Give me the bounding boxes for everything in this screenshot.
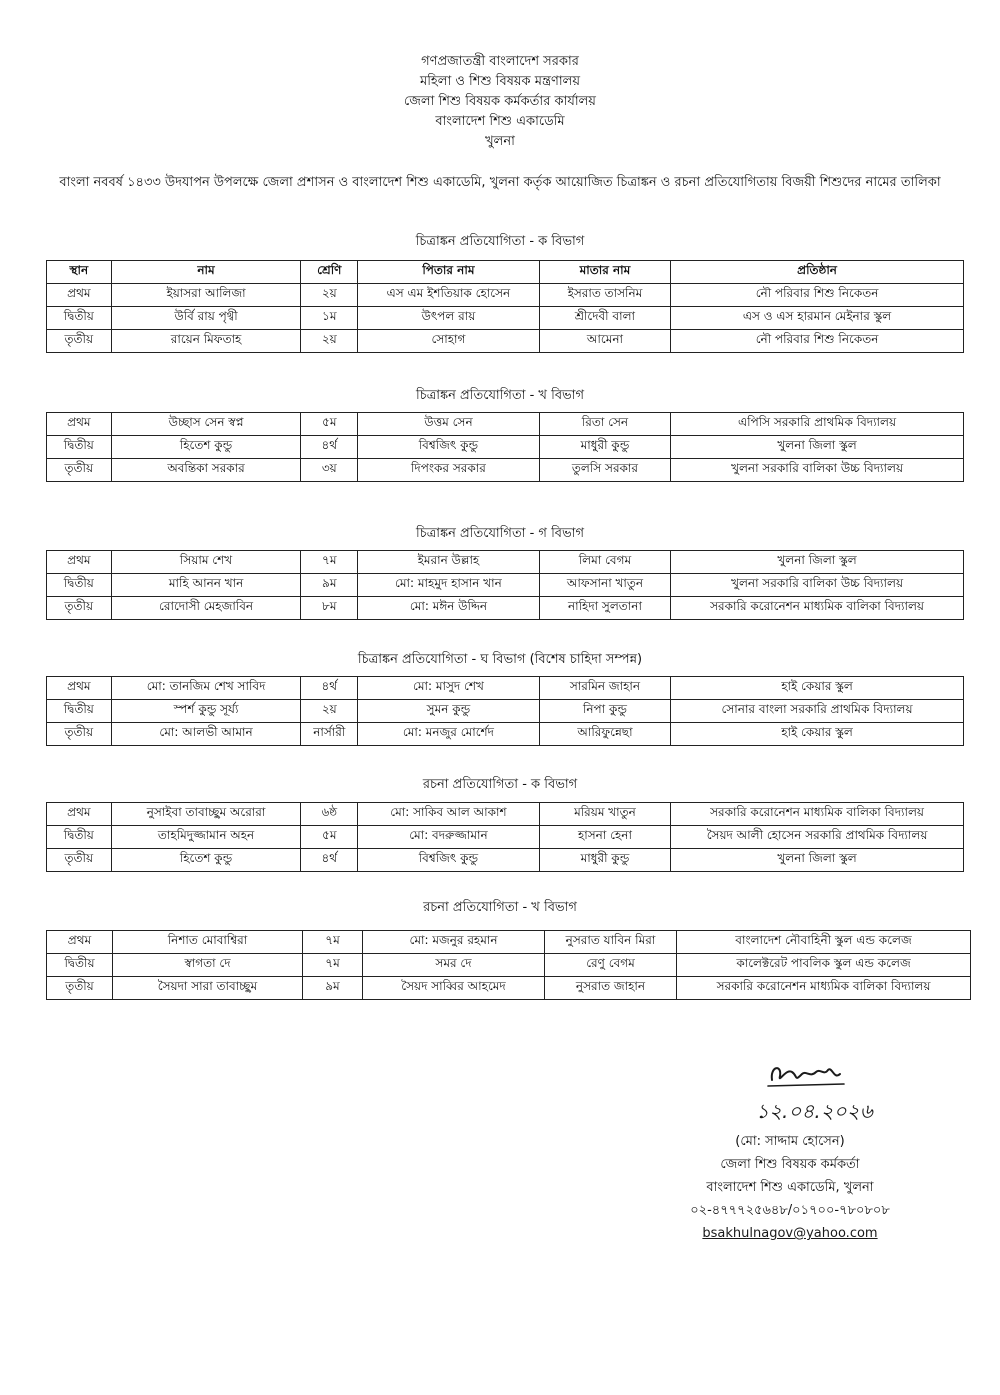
table-row [47, 700, 964, 723]
table-row [47, 849, 964, 872]
cell-class: ৪র্থ [301, 849, 358, 872]
table-row [47, 977, 971, 1000]
cell-name: হিতেশ কুন্ডু [111, 849, 301, 872]
cell-mother: মাধুরী কুন্ডু [539, 849, 670, 872]
cell-mother: আমেনা [539, 330, 670, 353]
cell-mother: মাধুরী কুন্ডু [539, 436, 670, 459]
winners-table [46, 412, 964, 482]
cell-father: মো: মজনুর রহমান [363, 931, 545, 954]
cell-institution: সরকারি করোনেশন মাধ্যমিক বালিকা বিদ্যালয় [677, 977, 971, 1000]
cell-name: রায়েন মিফতাহ [111, 330, 301, 353]
table-row [47, 413, 964, 436]
cell-class: নার্সারী [301, 723, 358, 746]
cell-institution: খুলনা জিলা স্কুল [671, 551, 964, 574]
cell-mother: লিমা বেগম [539, 551, 670, 574]
header-office: জেলা শিশু বিষয়ক কর্মকর্তার কার্যালয় [404, 94, 596, 109]
cell-class: ২য় [301, 284, 358, 307]
cell-mother: নুসরাত জাহান [545, 977, 677, 1000]
cell-position: দ্বিতীয় [47, 436, 112, 459]
winners-table [46, 802, 964, 872]
cell-name: তাহমিদুজ্জামান অহন [111, 826, 301, 849]
table-row [47, 307, 964, 330]
cell-mother: রিতা সেন [539, 413, 670, 436]
cell-father: সুমন কুন্ডু [358, 700, 540, 723]
table-row [47, 597, 964, 620]
cell-father: মো: বদরুজ্জামান [358, 826, 540, 849]
cell-name: মো: আলভী আমান [111, 723, 301, 746]
cell-mother: মরিয়ম খাতুন [539, 803, 670, 826]
cell-father: উত্তম সেন [358, 413, 540, 436]
section-title: চিত্রাঙ্কন প্রতিযোগিতা - ঘ বিভাগ (বিশেষ চাহিদা সম্পন্ন) [357, 652, 643, 667]
cell-class: ৪র্থ [301, 677, 358, 700]
cell-name: রোদোসী মেহজাবিন [111, 597, 301, 620]
signature-block [640, 1130, 940, 1245]
cell-class: ৭ম [303, 931, 363, 954]
cell-institution: সরকারি করোনেশন মাধ্যমিক বালিকা বিদ্যালয় [671, 803, 964, 826]
section-title: রচনা প্রতিযোগিতা - খ বিভাগ [423, 900, 577, 915]
officer-name: (মো: সাদ্দাম হোসেন) [735, 1134, 845, 1149]
cell-class: ২য় [301, 700, 358, 723]
column-header-class: শ্রেণি [301, 261, 358, 284]
cell-class: ৫ম [301, 826, 358, 849]
cell-position: দ্বিতীয় [47, 954, 113, 977]
header-city: খুলনা [485, 134, 515, 149]
cell-institution: কালেক্টরেট পাবলিক স্কুল এন্ড কলেজ [677, 954, 971, 977]
letterhead [0, 52, 1000, 152]
cell-position: তৃতীয় [47, 330, 112, 353]
cell-institution: বাংলাদেশ নৌবাহিনী স্কুল এন্ড কলেজ [677, 931, 971, 954]
cell-class: ৯ম [301, 574, 358, 597]
cell-institution: খুলনা সরকারি বালিকা উচ্চ বিদ্যালয় [671, 459, 964, 482]
cell-position: প্রথম [47, 551, 112, 574]
table-row [47, 330, 964, 353]
table-row [47, 284, 964, 307]
cell-father: মো: মাসুদ শেখ [358, 677, 540, 700]
cell-name: স্পর্শ কুন্ডু সূর্য্য [111, 700, 301, 723]
table-header-row [47, 261, 964, 284]
cell-position: দ্বিতীয় [47, 700, 112, 723]
table-row [47, 803, 964, 826]
cell-father: সমর দে [363, 954, 545, 977]
cell-institution: খুলনা জিলা স্কুল [671, 849, 964, 872]
cell-mother: নুসরাত যাবিন মিরা [545, 931, 677, 954]
cell-name: অবন্তিকা সরকার [111, 459, 301, 482]
cell-class: ৫ম [301, 413, 358, 436]
cell-name: মো: তানজিম শেখ সাবিদ [111, 677, 301, 700]
cell-institution: এস ও এস হারমান মেইনার স্কুল [671, 307, 964, 330]
column-header-position: স্থান [47, 261, 112, 284]
header-ministry: মহিলা ও শিশু বিষয়ক মন্ত্রণালয় [419, 74, 581, 89]
cell-institution: হাই কেয়ার স্কুল [671, 723, 964, 746]
cell-position: দ্বিতীয় [47, 574, 112, 597]
table-row [47, 551, 964, 574]
cell-class: ৯ম [303, 977, 363, 1000]
cell-mother: শ্রীদেবী বালা [539, 307, 670, 330]
officer-office: বাংলাদেশ শিশু একাডেমি, খুলনা [706, 1180, 874, 1195]
cell-father: ইমরান উল্লাহ [358, 551, 540, 574]
officer-phone: ০২-৪৭৭৭২৫৬৪৮/০১৭০০-৭৮০৮০৮ [690, 1203, 890, 1218]
cell-mother: নাহিদা সুলতানা [539, 597, 670, 620]
cell-name: সিয়াম শেখ [111, 551, 301, 574]
section-title: চিত্রাঙ্কন প্রতিযোগিতা - ক বিভাগ [415, 234, 585, 249]
cell-name: হিতেশ কুন্ডু [111, 436, 301, 459]
cell-institution: খুলনা জিলা স্কুল [671, 436, 964, 459]
cell-class: ৭ম [301, 551, 358, 574]
column-header-institution: প্রতিষ্ঠান [671, 261, 964, 284]
cell-position: তৃতীয় [47, 977, 113, 1000]
column-header-mother: মাতার নাম [539, 261, 670, 284]
header-government: গণপ্রজাতন্ত্রী বাংলাদেশ সরকার [421, 54, 579, 69]
cell-position: প্রথম [47, 803, 112, 826]
winners-table [46, 676, 964, 746]
officer-designation: জেলা শিশু বিষয়ক কর্মকর্তা [720, 1157, 860, 1172]
handwritten-signature [740, 1058, 900, 1128]
cell-mother: আফসানা খাতুন [539, 574, 670, 597]
cell-position: তৃতীয় [47, 849, 112, 872]
cell-institution: সৈয়দ আলী হোসেন সরকারি প্রাথমিক বিদ্যালয় [671, 826, 964, 849]
winners-table [46, 550, 964, 620]
cell-position: দ্বিতীয় [47, 826, 112, 849]
section-title: চিত্রাঙ্কন প্রতিযোগিতা - খ বিভাগ [415, 388, 585, 403]
table-row [47, 931, 971, 954]
document-subject: বাংলা নববর্ষ ১৪৩৩ উদযাপন উপলক্ষে জেলা প্রশাসন ও বাংলাদেশ শিশু একাডেমি, খুলনা কর্তৃক আয়োজিত চিত্রাঙ্কন ও রচনা প্রতিযোগিতায় বিজয়ী শিশুদের নামের তালিকা [59, 175, 941, 190]
table-row [47, 954, 971, 977]
table-row [47, 826, 964, 849]
table-row [47, 459, 964, 482]
cell-institution: নৌ পরিবার শিশু নিকেতন [671, 330, 964, 353]
cell-father: মো: মনজুর মোর্শেদ [358, 723, 540, 746]
table-row [47, 723, 964, 746]
cell-name: স্বাগতা দে [113, 954, 303, 977]
signature-date: ১২.০৪.২০২৬ [756, 1099, 873, 1123]
section-title: রচনা প্রতিযোগিতা - ক বিভাগ [422, 777, 578, 792]
cell-position: তৃতীয় [47, 459, 112, 482]
column-header-father: পিতার নাম [358, 261, 540, 284]
cell-position: প্রথম [47, 284, 112, 307]
cell-institution: সরকারি করোনেশন মাধ্যমিক বালিকা বিদ্যালয় [671, 597, 964, 620]
cell-class: ২য় [301, 330, 358, 353]
cell-father: মো: মঈন উদ্দিন [358, 597, 540, 620]
cell-position: প্রথম [47, 677, 112, 700]
cell-father: মো: সাকিব আল আকাশ [358, 803, 540, 826]
cell-name: নুসাইবা তাবাচ্ছুম অরোরা [111, 803, 301, 826]
cell-mother: তুলসি সরকার [539, 459, 670, 482]
cell-name: উচ্ছাস সেন স্বপ্ন [111, 413, 301, 436]
cell-mother: হাসনা হেনা [539, 826, 670, 849]
cell-position: দ্বিতীয় [47, 307, 112, 330]
cell-father: সৈয়দ সাব্বির আহমেদ [363, 977, 545, 1000]
cell-name: ইয়াসরা আলিজা [111, 284, 301, 307]
cell-name: সৈয়দা সারা তাবাচ্ছুম [113, 977, 303, 1000]
table-row [47, 677, 964, 700]
cell-father: বিশ্বজিৎ কুন্ডু [358, 436, 540, 459]
section-title: চিত্রাঙ্কন প্রতিযোগিতা - গ বিভাগ [415, 526, 585, 541]
cell-institution: হাই কেয়ার স্কুল [671, 677, 964, 700]
cell-mother: আরিফুন্নেছা [539, 723, 670, 746]
column-header-name: নাম [111, 261, 301, 284]
cell-position: তৃতীয় [47, 723, 112, 746]
cell-father: এস এম ইশতিয়াক হোসেন [358, 284, 540, 307]
cell-class: ৪র্থ [301, 436, 358, 459]
cell-institution: নৌ পরিবার শিশু নিকেতন [671, 284, 964, 307]
cell-class: ১ম [301, 307, 358, 330]
cell-institution: এপিসি সরকারি প্রাথমিক বিদ্যালয় [671, 413, 964, 436]
table-row [47, 436, 964, 459]
cell-class: ৭ম [303, 954, 363, 977]
cell-father: সোহাগ [358, 330, 540, 353]
cell-position: প্রথম [47, 931, 113, 954]
cell-father: উৎপল রায় [358, 307, 540, 330]
cell-position: প্রথম [47, 413, 112, 436]
cell-father: দিপংকর সরকার [358, 459, 540, 482]
winners-table [46, 930, 971, 1000]
winners-table [46, 260, 964, 353]
officer-email[interactable]: bsakhulnagov@yahoo.com [702, 1226, 878, 1241]
cell-mother: নিপা কুন্ডু [539, 700, 670, 723]
cell-mother: সারমিন জাহান [539, 677, 670, 700]
cell-mother: ইসরাত তাসনিম [539, 284, 670, 307]
cell-father: বিশ্বজিৎ কুন্ডু [358, 849, 540, 872]
cell-name: মাহি আনন খান [111, 574, 301, 597]
cell-class: ৬ষ্ঠ [301, 803, 358, 826]
cell-name: নিশাত মোবাশ্বিরা [113, 931, 303, 954]
cell-position: তৃতীয় [47, 597, 112, 620]
table-row [47, 574, 964, 597]
cell-name: উর্বি রায় পৃথ্বী [111, 307, 301, 330]
cell-institution: সোনার বাংলা সরকারি প্রাথমিক বিদ্যালয় [671, 700, 964, 723]
cell-mother: রেণু বেগম [545, 954, 677, 977]
header-academy: বাংলাদেশ শিশু একাডেমি [435, 114, 565, 129]
cell-class: ৩য় [301, 459, 358, 482]
cell-institution: খুলনা সরকারি বালিকা উচ্চ বিদ্যালয় [671, 574, 964, 597]
cell-father: মো: মাহমুদ হাসান খান [358, 574, 540, 597]
cell-class: ৮ম [301, 597, 358, 620]
